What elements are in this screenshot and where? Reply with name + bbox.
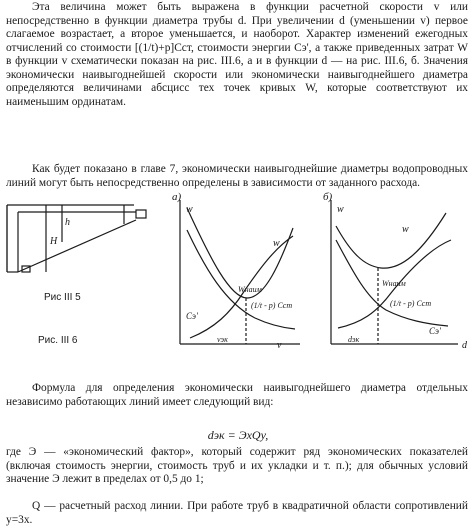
- graph-b-ce-label: Cэ': [429, 326, 441, 336]
- graph-a-wnaim-label: Wнаим: [238, 285, 262, 294]
- graph-a-ce-label: Cэ': [186, 311, 198, 321]
- graph-a-label: а): [172, 191, 182, 203]
- fig5-caption: Рис III 5: [44, 292, 81, 303]
- graph-b-dek-label: dэк: [348, 335, 360, 344]
- paragraph-intro: Эта величина может быть выражена в функции расчетной скорости v или непосредственно в функции диаметра трубы d. При увеличении d (уменьшении v) первое слагаемое возрастает, а второе уменьшается, и наоборот. Характер изменений ежегодных отчислений со стоимости [(1/t)+p]Cст, стоимости энергии Cэ', а также приведенных затрат W в функции v схематически показан на рис. III.6, а и в функции d — на рис. III.6, б. Значения экономически наивыгоднейшей скорости или экономически наивыгоднейшего диаметра определяются величинами абсцисс тех точек кривых W, которые соответствуют их наименьшим ординатам.: [6, 1, 468, 108]
- graph-b-w-label: w: [402, 224, 409, 235]
- graph-b-cst-label: (1/t - p) Cст: [390, 299, 432, 308]
- graph-a-x-label: v: [277, 340, 282, 351]
- graph-b-wnaim-label: Wнаим: [382, 279, 406, 288]
- fig5-label-h: h: [65, 217, 70, 228]
- graph-a: [165, 188, 315, 358]
- formula: dэк = ЭxQy,: [207, 428, 269, 442]
- graph-a-y-label: w: [186, 204, 193, 215]
- graph-b-label: б): [323, 191, 333, 203]
- fig6-caption: Рис. III 6: [38, 335, 78, 346]
- graph-a-cst-label: (1/t - p) Cст: [251, 301, 293, 310]
- paragraph-factor: где Э — «экономический фактор», который содержит ряд экономических показателей (включая стоимость энергии, стоимость труб и их укладки и т. п.); для обычных условий значение Э лежит в пределах от 0,5 до 1;: [6, 446, 468, 485]
- graph-b: [316, 188, 472, 358]
- paragraph-flow: Q — расчетный расход линии. При работе труб в квадратичной области сопротивлений y=3x.: [6, 500, 468, 526]
- graph-a-w-label: w: [273, 238, 280, 249]
- paragraph-chapter7: Как будет показано в главе 7, экономически наивыгоднейшие диаметры водопроводных линий могут быть непосредственно определены в зависимости от заданного расхода.: [6, 163, 468, 189]
- fig5-label-H: H: [50, 236, 58, 247]
- graph-b-x-label: d: [462, 340, 467, 351]
- graph-b-curve-w: [336, 213, 446, 268]
- paragraph-formula-intro: Формула для определения экономически наивыгоднейшего диаметра отдельных независимо работающих линий имеет следующий вид:: [6, 382, 468, 408]
- figure-iii-5: [4, 200, 154, 285]
- graph-a-vek-label: vэк: [217, 335, 228, 344]
- graph-b-y-label: w: [337, 204, 344, 215]
